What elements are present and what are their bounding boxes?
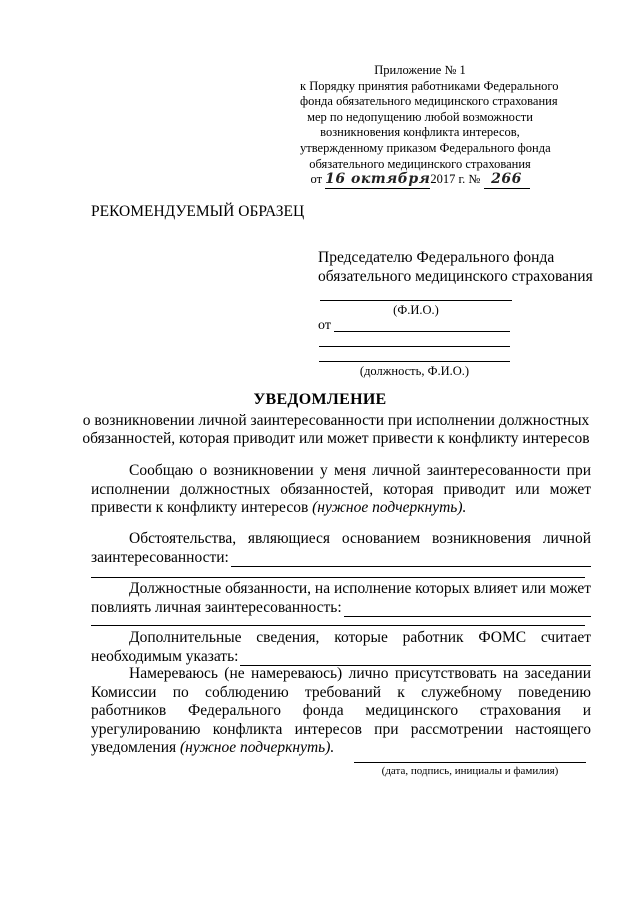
paragraph-duties bbox=[91, 580, 591, 617]
from-line-3 bbox=[319, 361, 510, 362]
appendix-line: фонда обязательного медицинского страхования bbox=[300, 94, 558, 109]
circumstances-extra-line bbox=[91, 577, 585, 578]
sample-label: РЕКОМЕНДУЕМЫЙ ОБРАЗЕЦ bbox=[91, 203, 305, 220]
report-text: Сообщаю о возникновении у меня личной заинтересованности при исполнении должностных обязанностей, которая приводит или может привести к конфликту интересов bbox=[91, 462, 591, 516]
appendix-block bbox=[300, 63, 559, 189]
position-caption: (должность, Ф.И.О.) bbox=[359, 364, 470, 378]
paragraph-report bbox=[91, 462, 591, 518]
addressee-block bbox=[318, 248, 608, 286]
handwritten-number: 266 bbox=[484, 172, 530, 189]
date-prefix: от bbox=[310, 172, 323, 187]
additional-field-row bbox=[91, 648, 591, 667]
from-line bbox=[334, 331, 510, 332]
intention-note: (нужное подчеркнуть). bbox=[180, 739, 335, 756]
subtitle-line-2: обязанностей, которая приводит или может привести к конфликту интересов bbox=[82, 430, 590, 447]
appendix-line: возникновения конфликта интересов, bbox=[320, 125, 520, 140]
from-label: от bbox=[318, 318, 331, 333]
report-note: (нужное подчеркнуть). bbox=[312, 499, 467, 516]
duties-extra-line bbox=[91, 625, 585, 626]
subtitle-line-1: о возникновении личной заинтересованности при исполнении должностных bbox=[82, 412, 590, 429]
handwritten-date: 16 октября bbox=[325, 171, 431, 188]
duties-line-1: Должностные обязанности, на исполнение которых влияет или может bbox=[129, 580, 591, 597]
signature-line bbox=[354, 762, 586, 763]
signature-caption: (дата, подпись, инициалы и фамилия) bbox=[381, 765, 559, 777]
circumstances-label: заинтересованности: bbox=[91, 548, 229, 566]
fio-line bbox=[320, 300, 512, 301]
from-line-2 bbox=[319, 346, 510, 347]
circumstances-fill-line bbox=[231, 552, 591, 567]
appendix-line: к Порядку принятия работниками Федерального bbox=[300, 78, 559, 93]
fio-caption: (Ф.И.О.) bbox=[393, 303, 439, 317]
appendix-date-line bbox=[300, 172, 540, 189]
additional-fill-line bbox=[240, 651, 591, 666]
addressee-line-2: обязательного медицинского страхования bbox=[318, 268, 593, 285]
notice-title: УВЕДОМЛЕНИЕ bbox=[253, 391, 387, 408]
appendix-title: Приложение № 1 bbox=[374, 63, 466, 77]
duties-label: повлиять личная заинтересованность: bbox=[91, 598, 342, 616]
paragraph-additional bbox=[91, 629, 591, 666]
paragraph-circumstances bbox=[91, 530, 591, 567]
circumstances-line-1: Обстоятельства, являющиеся основанием возникновения личной bbox=[129, 530, 591, 547]
duties-fill-line bbox=[344, 602, 591, 617]
year-text: 2017 г. № bbox=[430, 172, 481, 187]
additional-label: необходимым указать: bbox=[91, 647, 239, 665]
appendix-line: обязательного медицинского страхования bbox=[309, 156, 531, 171]
circumstances-field-row bbox=[91, 549, 591, 568]
appendix-line: утвержденному приказом Федерального фонда bbox=[300, 140, 551, 155]
intention-text: Намереваюсь (не намереваюсь) лично присутствовать на заседании Комиссии по соблюдению требований к служебному поведению работников Федерального фонда медицинского страхования и урегулированию конфликта интересов при рассмотрении настоящего уведомления bbox=[91, 665, 591, 756]
addressee-line-1: Председателю Федерального фонда bbox=[318, 249, 555, 266]
notice-subtitle bbox=[76, 412, 596, 448]
additional-line-1: Дополнительные сведения, которые работник ФОМС считает bbox=[129, 629, 591, 646]
appendix-line: мер по недопущению любой возможности bbox=[307, 109, 533, 124]
duties-field-row bbox=[91, 599, 591, 618]
paragraph-intention bbox=[91, 665, 591, 758]
